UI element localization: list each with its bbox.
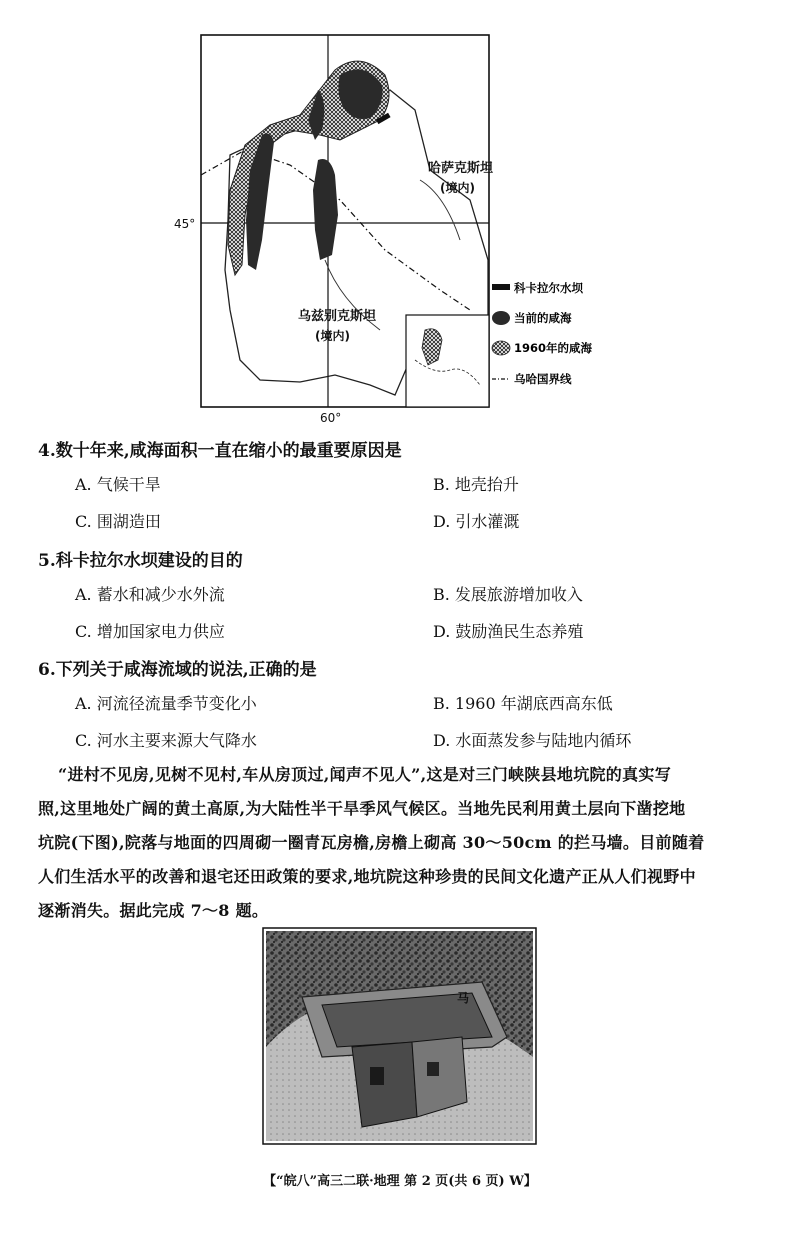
question-4-option-a[interactable]: A. 气候干旱 [75,475,161,494]
question-5-option-c[interactable]: C. 增加国家电力供应 [75,622,225,641]
aral-sea-map [170,30,610,430]
question-6-stem: 6.下列关于咸海流域的说法,正确的是 [38,660,317,680]
label-longitude: 60° [320,411,342,425]
legend-1960-sea-label: 1960年的咸海 [514,341,593,355]
legend-dam-label: 科卡拉尔水坝 [514,281,583,295]
label-latitude: 45° [174,217,196,231]
label-uzbekistan-sub: (境内) [315,329,350,343]
question-5-option-a[interactable]: A. 蓄水和减少水外流 [75,585,225,604]
passage-line-3: 坑院(下图),院落与地面的四周砌一圈青瓦房檐,房檐上砌高 30～50cm 的拦马墙。目前随着 [38,833,705,852]
question-4-stem: 4.数十年来,咸海面积一直在缩小的最重要原因是 [38,441,402,461]
map-legend [492,281,593,386]
question-5-option-b[interactable]: B. 发展旅游增加收入 [433,585,583,604]
legend-current-sea-label: 当前的咸海 [514,311,572,325]
question-6-option-a[interactable]: A. 河流径流量季节变化小 [75,694,257,713]
courtyard-buildings [352,1042,417,1127]
passage-line-4: 人们生活水平的改善和退宅还田政策的要求,地坑院这种珍贵的民间文化遗产正从人们视野中 [38,867,696,886]
legend-border-label: 乌哈国界线 [514,372,572,386]
question-4-option-d[interactable]: D. 引水灌溉 [433,512,520,531]
courtyard-window [427,1062,439,1076]
passage-line-5: 逐渐消失。据此完成 7～8 题。 [38,901,269,920]
legend-current-sea-symbol [492,311,510,325]
question-6-option-b[interactable]: B. 1960 年湖底西高东低 [433,694,613,713]
question-6-option-d[interactable]: D. 水面蒸发参与陆地内循环 [433,731,632,750]
locator-inset [406,315,489,407]
map-svg [170,30,610,430]
label-uzbekistan: 乌兹别克斯坦 [298,309,377,324]
question-5-option-d[interactable]: D. 鼓励渔民生态养殖 [433,622,584,641]
passage-line-1: “进村不见房,见树不见村,车从房顶过,闻声不见人”,这是对三门峡陕县地坑院的真实写 [58,765,671,784]
courtyard-svg [262,927,537,1145]
legend-1960-sea-symbol [492,341,510,355]
courtyard-photo [262,927,537,1145]
label-kazakhstan: 哈萨克斯坦 [428,161,494,176]
question-6-option-c[interactable]: C. 河水主要来源大气降水 [75,731,257,750]
photo-label: 马 [457,991,470,1005]
question-5-stem: 5.科卡拉尔水坝建设的目的 [38,551,243,571]
legend-dam-symbol [492,284,510,290]
page-footer: 【“皖八”高三二联·地理 第 2 页(共 6 页) W】 [263,1174,537,1189]
courtyard-door [370,1067,384,1085]
label-kazakhstan-sub: (境内) [440,181,475,195]
question-4-option-c[interactable]: C. 围湖造田 [75,512,161,531]
passage-line-2: 照,这里地处广阔的黄土高原,为大陆性半干旱季风气候区。当地先民利用黄土层向下凿挖地 [38,799,686,818]
question-4-option-b[interactable]: B. 地壳抬升 [433,475,519,494]
